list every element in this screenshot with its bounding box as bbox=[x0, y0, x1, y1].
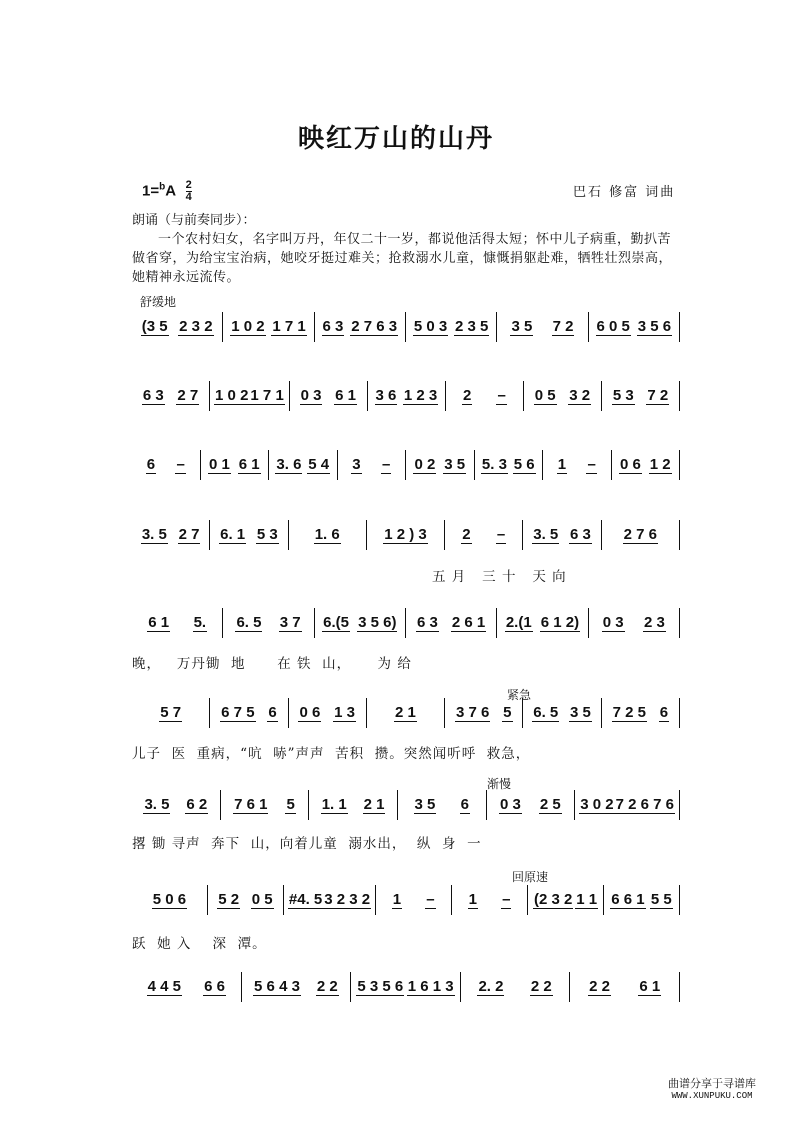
note-group: – bbox=[496, 525, 506, 543]
notation-row bbox=[132, 698, 680, 728]
note-group: 2 5 bbox=[539, 795, 561, 813]
notation-row bbox=[132, 790, 680, 820]
note-group: 1 0 2 bbox=[215, 386, 249, 404]
lyric-line: 五 月 三 十 天 向 bbox=[432, 569, 567, 585]
note-group: 3 5 6 bbox=[637, 317, 672, 335]
note-group: 2 7 bbox=[178, 525, 200, 543]
measure bbox=[445, 520, 523, 550]
note-group: 0 3 bbox=[300, 386, 322, 404]
note-group: 6 0 5 bbox=[596, 317, 630, 335]
note-group: 6 bbox=[460, 795, 469, 813]
note-group: 6 3 bbox=[417, 613, 438, 631]
note-group: 3. 5 bbox=[141, 525, 167, 543]
measure bbox=[201, 450, 270, 480]
measure bbox=[315, 312, 406, 342]
note-group: 0 2 bbox=[414, 455, 436, 473]
meter-bottom: 4 bbox=[185, 191, 192, 203]
note-group: – bbox=[497, 386, 506, 404]
note-group: 6 7 5 bbox=[221, 703, 255, 721]
notation-row bbox=[132, 520, 680, 550]
note-group: 2 2 bbox=[530, 977, 552, 995]
note-group: 6 1 bbox=[335, 386, 356, 404]
note-group: 2 7 6 3 bbox=[351, 317, 398, 335]
note-group: 2. 2 bbox=[478, 977, 504, 995]
measure bbox=[406, 450, 475, 480]
note-group: 5. 3 bbox=[481, 455, 507, 473]
note-group: 1 7 1 bbox=[272, 317, 306, 335]
lyric-line: 晚， 万丹锄 地 在 铁 山， 为 给 bbox=[132, 656, 412, 672]
note-group: 3 5 bbox=[511, 317, 533, 335]
note-group: 6. 1 bbox=[220, 525, 246, 543]
lyric-line: 跃 她 入 深 潭。 bbox=[132, 936, 267, 952]
note-group: 6 3 bbox=[569, 525, 591, 543]
measure bbox=[132, 381, 210, 411]
note-group: 0 1 bbox=[208, 455, 230, 473]
note-group: 0 6 bbox=[299, 703, 321, 721]
note-group: 1 bbox=[392, 890, 402, 908]
note-group: 2 bbox=[462, 386, 472, 404]
measure bbox=[132, 790, 221, 820]
note-group: 5 5 bbox=[650, 890, 672, 908]
recitation-body: 一个农村妇女，名字叫万丹，年仅二十一岁，都说他活得太短；怀中儿子病重，勤扒苦做省穿，为给宝宝治病，她咬牙挺过难关；抢救溺水儿童，慷慨捐躯赴难，牺牲壮烈崇高，她精神永远流传。 bbox=[132, 232, 673, 285]
note-group: 2 3 5 bbox=[455, 317, 489, 335]
note-group: 2 1 bbox=[395, 703, 416, 721]
measure bbox=[575, 790, 680, 820]
key-label: 1= bbox=[142, 182, 160, 200]
recitation-head: 朗诵（与前奏同步）： bbox=[132, 213, 256, 228]
note-group: 6. 5 bbox=[533, 703, 559, 721]
note-group: 3 2 3 2 bbox=[324, 890, 371, 908]
recitation-block bbox=[132, 211, 680, 287]
measure bbox=[376, 885, 452, 915]
page-title: 映红万山的山丹 bbox=[297, 124, 494, 154]
measure bbox=[446, 381, 524, 411]
note-group: 0 5 bbox=[251, 890, 273, 908]
measure bbox=[210, 698, 288, 728]
note-group: 2 1 bbox=[363, 795, 385, 813]
measure bbox=[497, 312, 588, 342]
note-group: 7 2 6 7 6 bbox=[615, 795, 674, 813]
measure bbox=[475, 450, 544, 480]
note-group: 5 0 3 bbox=[413, 317, 448, 335]
note-group: 6 3 bbox=[142, 386, 164, 404]
measure bbox=[487, 790, 576, 820]
note-group: 1 7 1 bbox=[250, 386, 284, 404]
meter-top: 2 bbox=[185, 179, 192, 191]
notation-row bbox=[132, 972, 680, 1002]
note-group: 3 5 bbox=[444, 455, 466, 473]
measure bbox=[132, 885, 208, 915]
note-group: 5 2 bbox=[218, 890, 240, 908]
measure bbox=[221, 790, 310, 820]
watermark-text: 曲谱分享于寻谱库 bbox=[668, 1077, 756, 1090]
note-group: 6 1 bbox=[238, 455, 260, 473]
note-group: 0 5 bbox=[534, 386, 556, 404]
measure bbox=[497, 608, 588, 638]
measure bbox=[602, 381, 680, 411]
note-group: 7 2 5 bbox=[612, 703, 646, 721]
watermark-url: WWW.XUNPUKU.COM bbox=[671, 1091, 753, 1101]
note-group: 1 3 bbox=[334, 703, 355, 721]
measure bbox=[309, 790, 398, 820]
measure bbox=[602, 698, 680, 728]
note-group: (3 5 bbox=[141, 317, 168, 335]
tempo-mark: 紧急 bbox=[507, 688, 532, 702]
note-group: 1 2 ) 3 bbox=[384, 525, 427, 543]
notation-row bbox=[132, 312, 680, 342]
note-group: – bbox=[587, 455, 596, 473]
note-group: 2 3 bbox=[643, 613, 665, 631]
note-group: 3 6 bbox=[375, 386, 397, 404]
note-group: 3 7 6 bbox=[456, 703, 490, 721]
measure bbox=[570, 972, 680, 1002]
flat-sign: b bbox=[159, 181, 166, 193]
note-group: 0 3 bbox=[500, 795, 521, 813]
measure bbox=[523, 520, 601, 550]
note-group: 6 bbox=[146, 455, 156, 473]
notation-row bbox=[132, 450, 680, 480]
note-group: 4 4 5 bbox=[147, 977, 181, 995]
key-note: A bbox=[165, 182, 176, 200]
note-group: 5 6 4 3 bbox=[254, 977, 300, 995]
note-group: 7 6 1 bbox=[234, 795, 268, 813]
measure bbox=[132, 608, 223, 638]
note-group: 2 2 bbox=[589, 977, 610, 995]
note-group: 6. 5 bbox=[236, 613, 262, 631]
note-group: 0 3 bbox=[602, 613, 624, 631]
site-watermark bbox=[668, 1075, 756, 1101]
note-group: 6 1 bbox=[639, 977, 661, 995]
note-group: 2 7 bbox=[177, 386, 199, 404]
measure bbox=[524, 381, 602, 411]
key-signature bbox=[142, 180, 192, 203]
note-group: 2 7 6 bbox=[623, 525, 658, 543]
note-group: 5 3 bbox=[612, 386, 634, 404]
note-group: 5 bbox=[286, 795, 295, 813]
note-group: 5. bbox=[193, 613, 207, 631]
note-group: 6 6 1 bbox=[611, 890, 645, 908]
note-group: 7 2 bbox=[552, 317, 574, 335]
measure bbox=[132, 520, 210, 550]
measure bbox=[523, 698, 601, 728]
tempo-mark: 渐慢 bbox=[487, 777, 512, 791]
measure bbox=[543, 450, 612, 480]
note-group: 1 bbox=[557, 455, 567, 473]
note-group: 6 1 bbox=[148, 613, 170, 631]
measure bbox=[589, 312, 680, 342]
note-group: 6 3 bbox=[322, 317, 344, 335]
measure bbox=[351, 972, 461, 1002]
measure bbox=[289, 698, 367, 728]
note-group: 6 bbox=[659, 703, 669, 721]
note-group: 3 5 bbox=[414, 795, 436, 813]
note-group: 5 7 bbox=[160, 703, 182, 721]
measure bbox=[612, 450, 681, 480]
measure bbox=[132, 312, 223, 342]
note-group: 5 0 6 bbox=[152, 890, 187, 908]
note-group: 3. 6 bbox=[276, 455, 302, 473]
note-group: 2 2 bbox=[316, 977, 338, 995]
time-signature bbox=[186, 180, 192, 203]
note-group: 6 6 bbox=[204, 977, 225, 995]
measure bbox=[452, 885, 528, 915]
measure bbox=[338, 450, 407, 480]
note-group: #4. 5 bbox=[288, 890, 323, 908]
note-group: 1 2 3 bbox=[403, 386, 438, 404]
notation-row bbox=[132, 885, 680, 915]
note-group: 5 bbox=[503, 703, 512, 721]
tempo-mark: 舒缓地 bbox=[140, 295, 177, 309]
note-group: 3 0 2 bbox=[580, 795, 614, 813]
note-group: 3 7 bbox=[279, 613, 301, 631]
measure bbox=[284, 885, 376, 915]
measure bbox=[315, 608, 406, 638]
note-group: 3. 5 bbox=[533, 525, 559, 543]
composer-credit: 巴石 修富 词曲 bbox=[573, 185, 676, 200]
note-group: 5 3 bbox=[256, 525, 278, 543]
notation-row bbox=[132, 608, 680, 638]
note-group: 3 5 6) bbox=[358, 613, 397, 631]
measure bbox=[368, 381, 446, 411]
measure bbox=[210, 381, 290, 411]
measure bbox=[210, 520, 288, 550]
measure bbox=[208, 885, 284, 915]
note-group: 3 2 bbox=[569, 386, 591, 404]
measure bbox=[602, 520, 680, 550]
note-group: – bbox=[176, 455, 185, 473]
note-group: 3 bbox=[352, 455, 361, 473]
note-group: 1 6 1 3 bbox=[407, 977, 454, 995]
measure bbox=[445, 698, 523, 728]
measure bbox=[604, 885, 680, 915]
measure bbox=[406, 312, 497, 342]
note-group: 6 bbox=[268, 703, 277, 721]
note-group: 1. 1 bbox=[321, 795, 347, 813]
measure bbox=[367, 520, 445, 550]
note-group: 1. 6 bbox=[314, 525, 340, 543]
note-group: 6.(5 bbox=[323, 613, 350, 631]
measure bbox=[242, 972, 352, 1002]
measure bbox=[289, 520, 367, 550]
tempo-mark: 回原速 bbox=[512, 870, 549, 884]
note-group: – bbox=[381, 455, 391, 473]
note-group: 5 4 bbox=[308, 455, 330, 473]
measure bbox=[461, 972, 571, 1002]
note-group: 2 3 2 bbox=[179, 317, 213, 335]
measure bbox=[132, 972, 242, 1002]
note-group: 3. 5 bbox=[144, 795, 170, 813]
note-group: – bbox=[502, 890, 511, 908]
note-group: 5 3 5 6 bbox=[357, 977, 404, 995]
measure bbox=[223, 608, 314, 638]
measure bbox=[290, 381, 368, 411]
note-group: 7 2 bbox=[647, 386, 669, 404]
measure bbox=[398, 790, 487, 820]
measure bbox=[223, 312, 314, 342]
note-group: 1 bbox=[468, 890, 478, 908]
note-group: 6 2 bbox=[186, 795, 208, 813]
measure bbox=[406, 608, 497, 638]
note-group: 3 5 bbox=[569, 703, 591, 721]
note-group: – bbox=[426, 890, 435, 908]
measure bbox=[132, 450, 201, 480]
measure bbox=[367, 698, 445, 728]
measure bbox=[269, 450, 338, 480]
note-group: (2 3 2 bbox=[533, 890, 573, 908]
note-group: 0 6 bbox=[619, 455, 641, 473]
measure bbox=[589, 608, 680, 638]
note-group: 1 0 2 bbox=[231, 317, 265, 335]
note-group: 5 6 bbox=[513, 455, 535, 473]
notation-row bbox=[132, 381, 680, 411]
lyric-line: 撂 锄 寻声 奔下 山，向着儿童 溺水出， 纵 身 一 bbox=[132, 836, 482, 852]
lyric-line: 儿子 医 重病，“吭 哧”声声 苦积 攒。突然闻听呼 救急， bbox=[132, 746, 531, 762]
measure bbox=[528, 885, 604, 915]
note-group: 2 6 1 bbox=[451, 613, 486, 631]
note-group: 1 2 bbox=[649, 455, 671, 473]
note-group: 6 1 2) bbox=[540, 613, 580, 631]
note-group: 2 bbox=[462, 525, 471, 543]
measure bbox=[132, 698, 210, 728]
note-group: 2.(1 bbox=[505, 613, 532, 631]
note-group: 1 1 bbox=[576, 890, 598, 908]
